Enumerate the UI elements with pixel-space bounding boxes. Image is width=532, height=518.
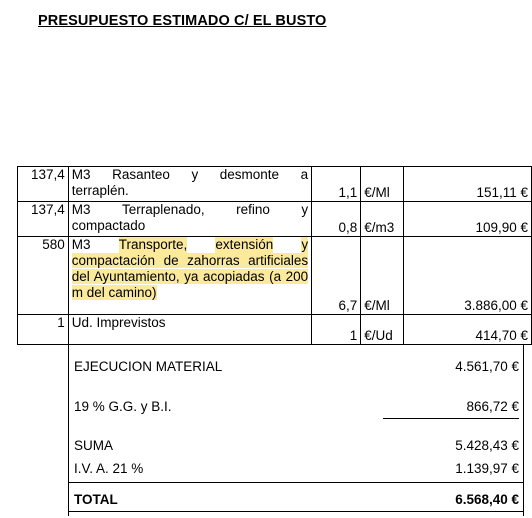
total-label: TOTAL (74, 492, 118, 507)
summary-value: 1.139,97 € (455, 461, 519, 476)
row-quantity: 137,4 (18, 167, 69, 202)
summary-label: EJECUCION MATERIAL (74, 359, 223, 374)
summary-label: SUMA (74, 438, 114, 453)
summary-value: 5.428,43 € (455, 438, 519, 453)
summary-row-ejecucion (69, 359, 523, 377)
row-amount: 414,70 € (403, 315, 531, 345)
total-divider (69, 482, 523, 483)
bottom-border (69, 511, 523, 512)
summary-row-total (69, 492, 523, 510)
summary-row-gg (69, 399, 523, 417)
highlighted-text: y (301, 237, 309, 252)
table-row (18, 315, 532, 345)
summary-value: 866,72 € (466, 399, 519, 414)
summary-block (68, 344, 524, 516)
row-unit: €/Ud (361, 315, 403, 345)
row-description: Ud. Imprevistos (68, 315, 311, 345)
subtotal-rule (383, 418, 519, 419)
highlighted-text: compactación de zahorras artificiales del Ayuntamiento, ya acopiadas (a 200 m del camino) (71, 253, 309, 300)
row-quantity: 137,4 (18, 202, 69, 237)
row-price: 1 (312, 315, 361, 345)
row-price: 0,8 (312, 202, 361, 237)
row-amount: 151,11 € (403, 167, 531, 202)
row-price: 1,1 (312, 167, 361, 202)
row-unit: €/m3 (361, 202, 403, 237)
summary-row-iva (69, 461, 523, 479)
table-row (18, 237, 532, 315)
row-description: M3 Rasanteo y desmonte a terraplén. (68, 167, 311, 202)
row-quantity: 580 (18, 237, 69, 315)
highlighted-text: extensión (215, 237, 274, 252)
row-amount: 3.886,00 € (403, 237, 531, 315)
row-unit: €/Ml (361, 167, 403, 202)
summary-value: 4.561,70 € (455, 359, 519, 374)
budget-table (17, 166, 532, 345)
total-value: 6.568,40 € (455, 492, 519, 507)
row-description: M3 Transporte, extensión y compactación de zahorras artificiales del Ayuntamiento, ya acopiadas (a 200 m del camino) (68, 237, 311, 315)
table-row (18, 202, 532, 237)
row-quantity: 1 (18, 315, 69, 345)
summary-label: I.V. A. 21 % (74, 461, 144, 476)
row-price: 6,7 (312, 237, 361, 315)
table-row (18, 167, 532, 202)
summary-row-suma (69, 438, 523, 456)
page-title: PRESUPUESTO ESTIMADO C/ EL BUSTO (38, 13, 327, 29)
highlighted-text: Transporte, (118, 237, 188, 252)
summary-label: 19 % G.G. y B.I. (74, 399, 172, 414)
row-description: M3 Terraplenado, refino y compactado (68, 202, 311, 237)
row-amount: 109,90 € (403, 202, 531, 237)
row-unit: €/Ml (361, 237, 403, 315)
